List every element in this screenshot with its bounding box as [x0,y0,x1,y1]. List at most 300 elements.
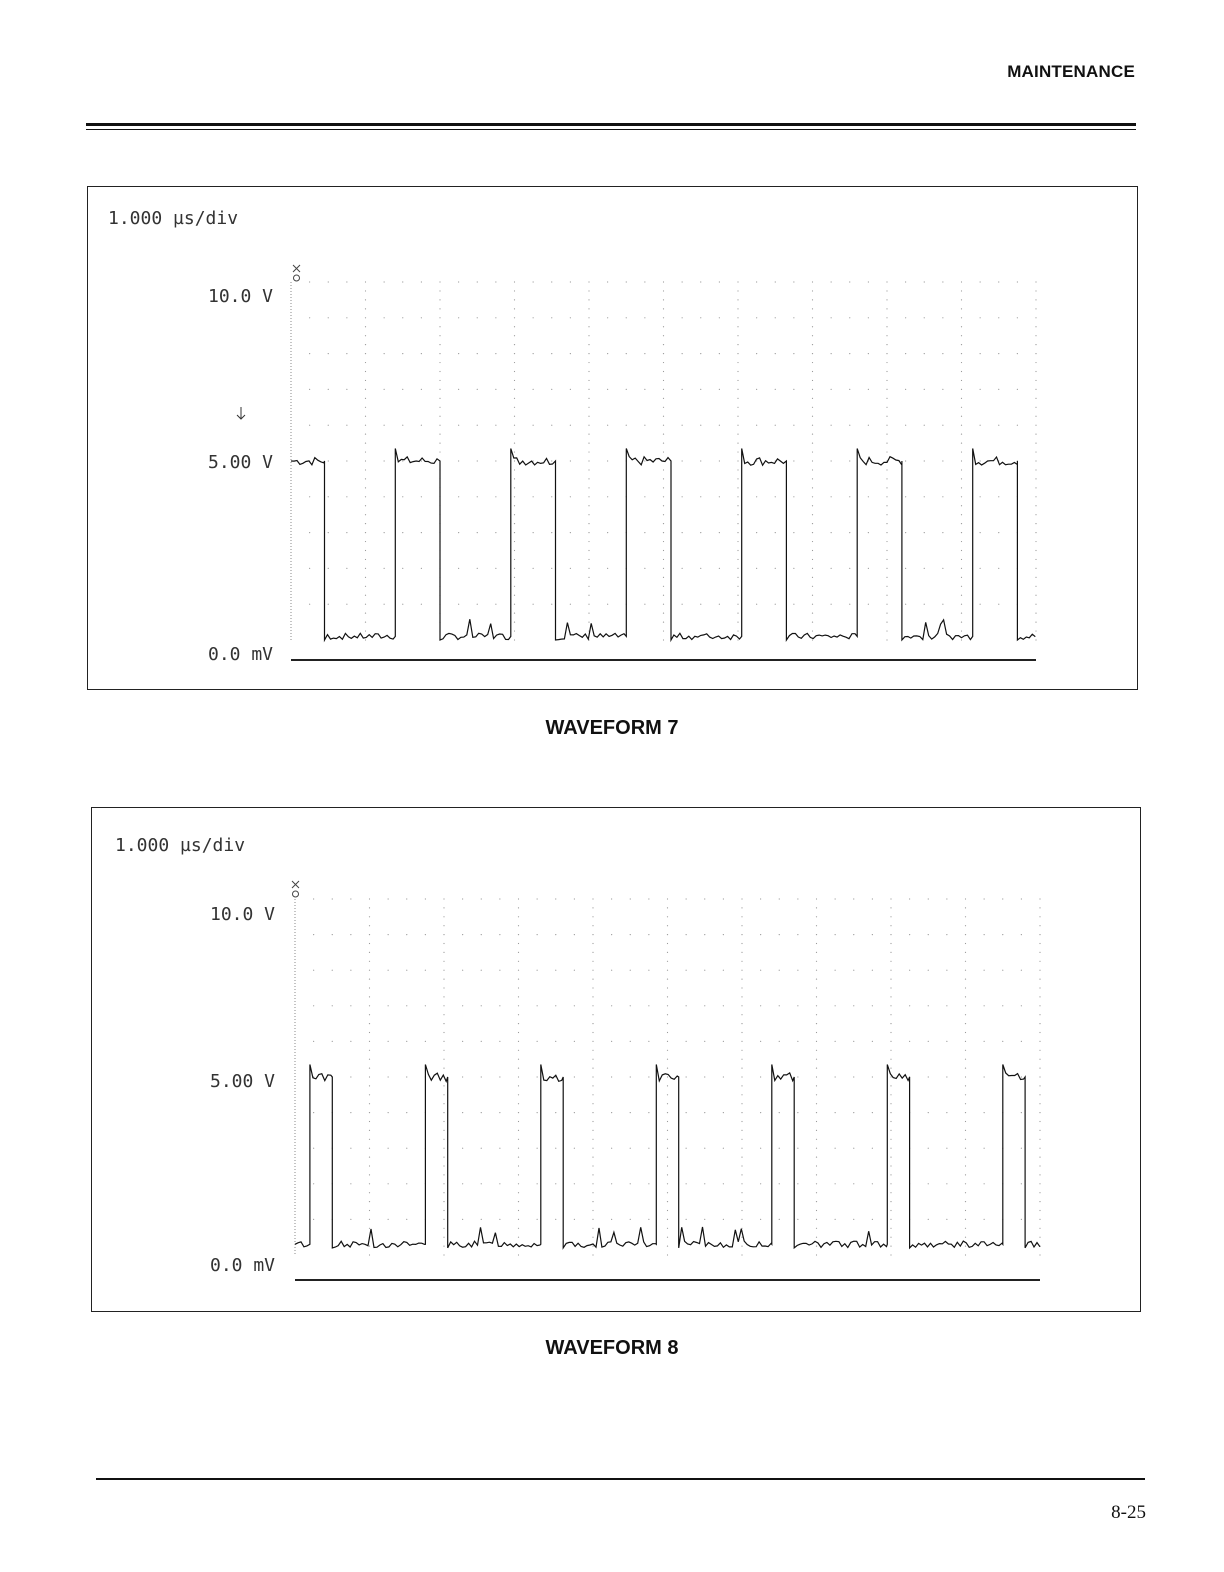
grid-dot [719,389,720,390]
grid-dot [872,1041,873,1042]
grid-dot [555,898,556,899]
grid-dot [443,1032,444,1033]
grid-dot [518,1014,519,1015]
grid-dot [886,299,887,300]
grid-dot [439,451,440,452]
grid-dot [1039,1050,1040,1051]
grid-dot [961,407,962,408]
grid-dot [663,317,664,318]
grid-dot [1035,478,1036,479]
grid-dot [961,639,962,640]
grid-dot [737,326,738,327]
grid-dot [816,1183,817,1184]
grid-dot [592,1201,593,1202]
grid-dot [741,1139,742,1140]
grid-dot [812,434,813,435]
waveform-7-label-top: 10.0 V [208,286,274,307]
grid-dot [443,1192,444,1193]
grid-dot [704,1183,705,1184]
grid-dot [402,353,403,354]
grid-dot [961,371,962,372]
grid-dot [518,1165,519,1166]
grid-dot [570,425,571,426]
grid-dot [961,290,962,291]
grid-dot [1035,389,1036,390]
grid-dot [663,532,664,533]
grid-dot [965,1068,966,1069]
grid-dot [886,523,887,524]
grid-dot [741,1023,742,1024]
grid-dot [942,532,943,533]
grid-dot [723,1148,724,1149]
grid-dot [890,1041,891,1042]
grid-dot [946,898,947,899]
grid-dot [886,469,887,470]
grid-dot [868,317,869,318]
grid-dot [1039,979,1040,980]
grid-dot [667,1210,668,1211]
grid-dot [648,1112,649,1113]
grid-dot [369,1201,370,1202]
grid-dot [663,586,664,587]
grid-dot [816,970,817,971]
grid-dot [686,898,687,899]
grid-dot [611,1148,612,1149]
grid-dot [369,1157,370,1158]
grid-dot [443,1094,444,1095]
grid-dot [425,970,426,971]
grid-dot [592,907,593,908]
grid-dot [890,1059,891,1060]
grid-dot [741,1192,742,1193]
grid-dot [816,898,817,899]
grid-dot [328,568,329,569]
grid-dot [533,532,534,533]
grid-dot [816,952,817,953]
grid-dot [607,389,608,390]
grid-dot [872,1076,873,1077]
grid-dot [518,1157,519,1158]
grid-dot [686,1219,687,1220]
grid-dot [886,308,887,309]
grid-dot [555,1183,556,1184]
grid-dot [439,281,440,282]
grid-dot [946,934,947,935]
grid-dot [574,1041,575,1042]
grid-dot [328,604,329,605]
grid-dot [663,398,664,399]
grid-dot [588,586,589,587]
grid-dot [1021,1148,1022,1149]
grid-dot [965,1157,966,1158]
grid-dot [365,317,366,318]
grid-dot [588,622,589,623]
grid-dot [514,586,515,587]
grid-dot [905,281,906,282]
grid-dot [741,1014,742,1015]
grid-dot [481,934,482,935]
grid-dot [1021,1076,1022,1077]
grid-dot [443,1023,444,1024]
grid-dot [588,613,589,614]
grid-dot [477,460,478,461]
grid-dot [942,604,943,605]
grid-dot [890,970,891,971]
grid-dot [965,1076,966,1077]
grid-dot [872,1112,873,1113]
grid-dot [886,487,887,488]
grid-dot [1017,389,1018,390]
grid-dot [961,380,962,381]
grid-dot [477,532,478,533]
grid-dot [533,425,534,426]
grid-dot [443,943,444,944]
grid-dot [760,898,761,899]
grid-dot [537,1219,538,1220]
grid-dot [309,281,310,282]
grid-dot [816,1103,817,1104]
grid-dot [1035,281,1036,282]
grid-dot [592,1050,593,1051]
grid-dot [443,1228,444,1229]
grid-dot [723,1112,724,1113]
grid-dot [518,1148,519,1149]
grid-dot [853,970,854,971]
grid-dot [890,987,891,988]
grid-dot [961,532,962,533]
grid-dot [980,389,981,390]
grid-dot [514,344,515,345]
grid-dot [570,568,571,569]
grid-dot [704,1148,705,1149]
grid-dot [886,622,887,623]
grid-dot [365,559,366,560]
grid-dot [574,1183,575,1184]
grid-dot [648,1076,649,1077]
grid-dot [816,1219,817,1220]
grid-dot [663,604,664,605]
grid-dot [369,987,370,988]
waveform-8-trace [295,1065,1040,1248]
grid-dot [1035,613,1036,614]
grid-dot [965,952,966,953]
grid-dot [365,622,366,623]
grid-dot [886,317,887,318]
grid-dot [961,353,962,354]
grid-dot [350,1041,351,1042]
footer-rule [96,1478,1145,1480]
grid-dot [425,1041,426,1042]
grid-dot [365,604,366,605]
grid-dot [1035,622,1036,623]
grid-dot [779,1112,780,1113]
grid-dot [682,568,683,569]
grid-dot [369,1165,370,1166]
grid-dot [886,335,887,336]
grid-dot [1035,460,1036,461]
grid-dot [793,604,794,605]
grid-dot [667,1139,668,1140]
grid-dot [816,1050,817,1051]
grid-dot [481,1219,482,1220]
grid-dot [592,1174,593,1175]
grid-dot [514,630,515,631]
grid-dot [495,604,496,605]
grid-dot [942,353,943,354]
grid-dot [816,925,817,926]
grid-dot [551,353,552,354]
grid-dot [402,425,403,426]
grid-dot [514,317,515,318]
grid-dot [648,898,649,899]
grid-dot [607,604,608,605]
grid-dot [1039,925,1040,926]
grid-dot [588,299,589,300]
grid-dot [514,326,515,327]
grid-dot [965,898,966,899]
grid-dot [388,970,389,971]
grid-dot [793,568,794,569]
grid-dot [667,979,668,980]
grid-dot [607,353,608,354]
grid-dot [853,1183,854,1184]
grid-dot [886,425,887,426]
grid-dot [961,595,962,596]
grid-dot [961,622,962,623]
grid-dot [737,541,738,542]
grid-dot [667,934,668,935]
grid-dot [797,1076,798,1077]
grid-dot [667,1085,668,1086]
grid-dot [719,460,720,461]
grid-dot [1035,299,1036,300]
grid-dot [928,1148,929,1149]
grid-dot [1035,550,1036,551]
grid-dot [518,934,519,935]
grid-dot [737,362,738,363]
grid-dot [1039,1157,1040,1158]
grid-dot [1035,532,1036,533]
grid-dot [365,434,366,435]
grid-dot [812,335,813,336]
grid-dot [588,434,589,435]
grid-dot [365,326,366,327]
grid-dot [1039,1041,1040,1042]
grid-dot [667,1157,668,1158]
grid-dot [439,326,440,327]
grid-dot [663,505,664,506]
grid-dot [592,1085,593,1086]
grid-dot [779,934,780,935]
grid-dot [849,568,850,569]
grid-dot [737,496,738,497]
grid-dot [816,996,817,997]
grid-dot [533,317,534,318]
grid-dot [886,604,887,605]
grid-dot [421,532,422,533]
grid-dot [588,290,589,291]
grid-dot [886,344,887,345]
grid-dot [369,1228,370,1229]
grid-dot [946,970,947,971]
grid-dot [998,317,999,318]
grid-dot [332,934,333,935]
grid-dot [779,970,780,971]
grid-dot [402,281,403,282]
grid-dot [928,1112,929,1113]
grid-dot [886,639,887,640]
grid-dot [592,1041,593,1042]
grid-dot [630,1219,631,1220]
grid-dot [518,1068,519,1069]
grid-dot [648,1219,649,1220]
grid-dot [365,487,366,488]
grid-dot [588,577,589,578]
grid-dot [663,299,664,300]
grid-dot [514,487,515,488]
grid-dot [737,451,738,452]
grid-dot [443,1059,444,1060]
grid-dot [816,1032,817,1033]
grid-dot [574,970,575,971]
grid-dot [924,389,925,390]
grid-dot [384,532,385,533]
grid-dot [406,1041,407,1042]
grid-dot [737,380,738,381]
grid-dot [928,970,929,971]
grid-dot [406,1076,407,1077]
grid-dot [369,1121,370,1122]
grid-dot [421,353,422,354]
grid-dot [872,970,873,971]
grid-dot [588,604,589,605]
trigger-marker-icon [292,881,299,897]
grid-dot [663,630,664,631]
grid-dot [667,1130,668,1131]
grid-dot [663,344,664,345]
grid-dot [682,496,683,497]
grid-dot [924,496,925,497]
grid-dot [663,389,664,390]
grid-dot [737,532,738,533]
grid-dot [667,1121,668,1122]
grid-dot [905,460,906,461]
grid-dot [868,604,869,605]
grid-dot [719,568,720,569]
grid-dot [890,1183,891,1184]
grid-dot [872,934,873,935]
grid-dot [365,532,366,533]
grid-dot [518,1041,519,1042]
grid-dot [365,639,366,640]
grid-dot [495,496,496,497]
grid-dot [890,1157,891,1158]
grid-dot [495,568,496,569]
grid-dot [644,389,645,390]
grid-dot [984,1041,985,1042]
grid-dot [942,389,943,390]
grid-dot [481,1076,482,1077]
grid-dot [1039,1085,1040,1086]
grid-dot [741,1237,742,1238]
grid-dot [760,970,761,971]
grid-dot [812,550,813,551]
grid-dot [797,1041,798,1042]
grid-dot [849,496,850,497]
grid-dot [700,281,701,282]
grid-dot [384,496,385,497]
grid-dot [462,1219,463,1220]
grid-dot [831,604,832,605]
grid-dot [965,1112,966,1113]
grid-dot [980,496,981,497]
grid-dot [663,362,664,363]
grid-dot [924,568,925,569]
grid-dot [816,1174,817,1175]
grid-dot [890,1068,891,1069]
grid-dot [443,925,444,926]
grid-dot [961,335,962,336]
grid-dot [384,460,385,461]
grid-dot [425,1005,426,1006]
grid-dot [965,979,966,980]
grid-dot [965,1094,966,1095]
grid-dot [849,281,850,282]
grid-dot [514,568,515,569]
grid-dot [1039,961,1040,962]
grid-dot [365,353,366,354]
grid-dot [365,389,366,390]
grid-dot [406,1148,407,1149]
grid-dot [350,934,351,935]
grid-dot [537,1005,538,1006]
grid-dot [570,353,571,354]
grid-dot [555,934,556,935]
grid-dot [980,568,981,569]
grid-dot [965,943,966,944]
grid-dot [588,478,589,479]
grid-dot [667,1023,668,1024]
grid-dot [346,496,347,497]
grid-dot [369,1254,370,1255]
grid-dot [439,371,440,372]
grid-dot [1039,1174,1040,1175]
grid-dot [626,317,627,318]
grid-dot [741,1210,742,1211]
grid-dot [648,1148,649,1149]
grid-dot [499,970,500,971]
grid-dot [909,934,910,935]
grid-dot [384,353,385,354]
grid-dot [592,952,593,953]
grid-dot [607,425,608,426]
grid-dot [667,925,668,926]
grid-dot [682,317,683,318]
grid-dot [905,353,906,354]
grid-dot [965,916,966,917]
grid-dot [1039,1237,1040,1238]
grid-dot [1039,1130,1040,1131]
grid-dot [868,389,869,390]
grid-dot [369,1050,370,1051]
grid-dot [905,604,906,605]
grid-dot [518,1059,519,1060]
grid-dot [667,1219,668,1220]
grid-dot [499,1112,500,1113]
grid-dot [369,961,370,962]
grid-dot [961,478,962,479]
grid-dot [551,460,552,461]
